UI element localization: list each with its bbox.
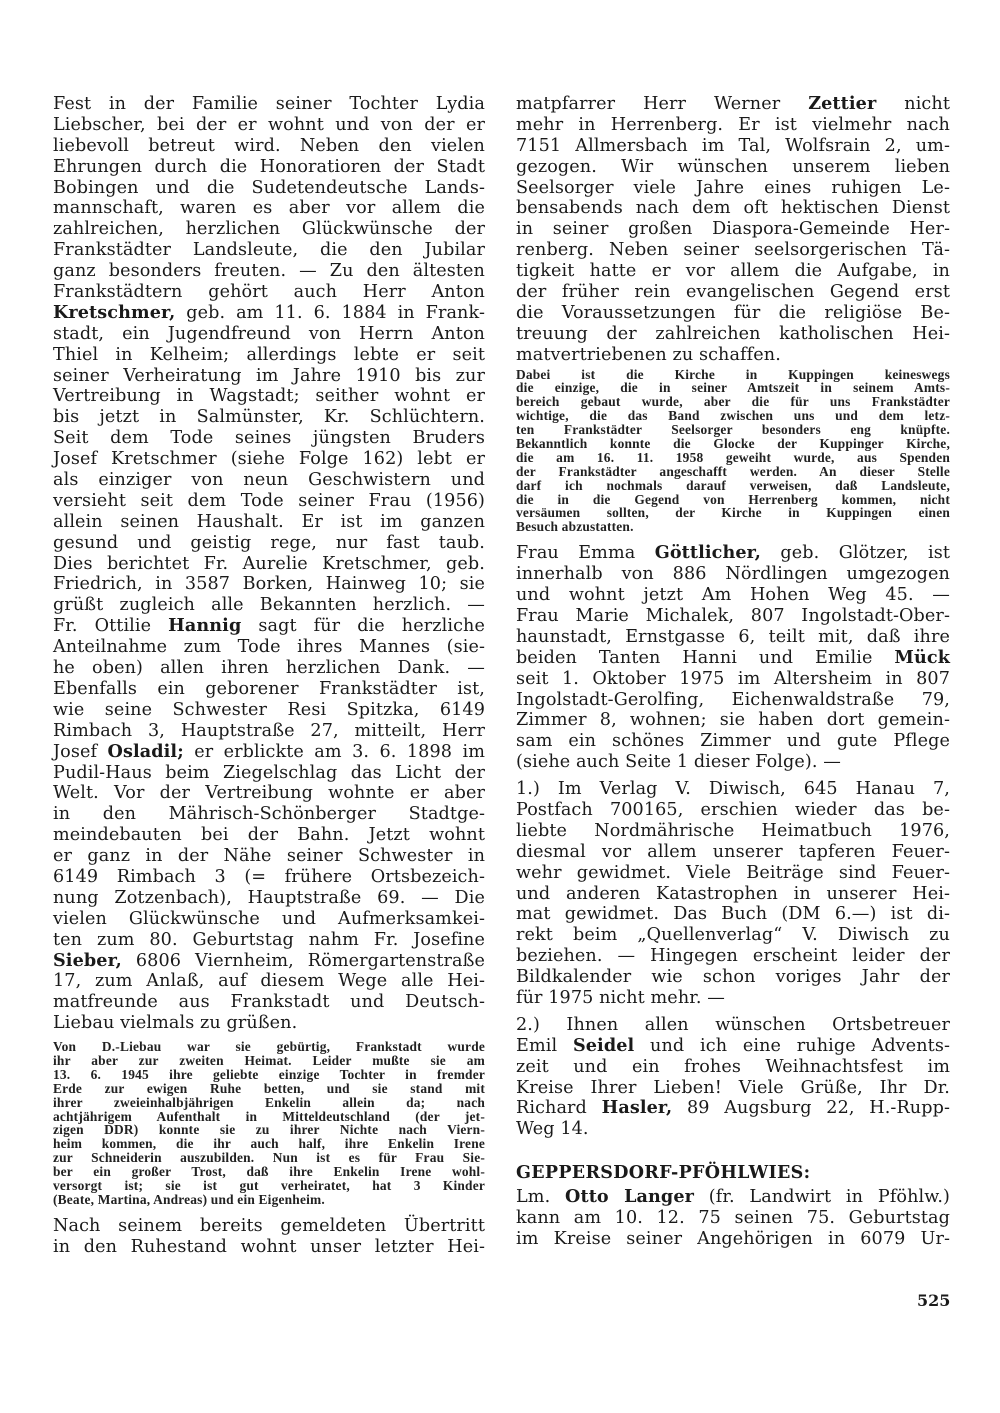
text-line: versieht seit dem Tode seiner Frau (1956) [53, 490, 485, 511]
name-hasler: Hasler, [601, 1097, 673, 1119]
text-line: Frankstädter Landsleute, die den Jubilar [53, 240, 485, 261]
text-line: innerhalb von 886 Nördlingen umgezogen [516, 564, 950, 585]
text-line: sam ein schönes Zimmer und gute Pflege [516, 731, 950, 752]
text-fragment: Josef [53, 741, 108, 762]
text-line: Seelsorger viele Jahre eines ruhigen Le- [516, 177, 950, 198]
text-line: Friedrich, in 3587 Borken, Hainweg 10; sie [53, 574, 485, 595]
note-line: Erde zur ewigen Ruhe betten, und sie stand mit [53, 1080, 485, 1096]
text-line: 6149 Rimbach 3 (= frühere Ortsbezeich- [53, 866, 485, 887]
text-line: Seit dem Tode seines jüngsten Bruders [53, 428, 485, 449]
text-line: wie seine Schwester Resi Spitzka, 6149 [53, 699, 485, 720]
note-kuppingen [516, 368, 950, 535]
text-line-hannig [53, 616, 485, 637]
text-line: grüßt zugleich alle Bekannten herzlich. — [53, 595, 485, 616]
note-line: Dabei ist die Kirche in Kuppingen keineswegs [516, 366, 950, 382]
text-line: 7151 Allmersbach im Tal, Wolfsrain 2, um- [516, 135, 950, 156]
text-line: kann am 10. 12. 75 seinen 75. Geburtstag [516, 1208, 950, 1229]
text-line-seidel [516, 1036, 950, 1057]
text-line: 2.) Ihnen allen wünschen Ortsbetreuer [516, 1014, 950, 1035]
text-line: Weg 14. [516, 1119, 589, 1140]
text-fragment: (fr. Landwirt in Pföhlw.) [694, 1187, 951, 1208]
text-line: matvertriebenen zu schaffen. [516, 344, 781, 365]
name-sieber: Sieber, [53, 949, 122, 971]
note-line: darf ich nochmals darauf verweisen, daß Landsleute, [516, 477, 950, 493]
text-line: zahlreichen, herzlichen Glückwünsche der [53, 219, 485, 240]
text-fragment: Frau Emma [516, 543, 655, 564]
note-line: heim kommen, die ihr auch half, ihre Enkelin Irene [53, 1136, 485, 1152]
text-line: 17, zum Anlaß, auf diesem Wege alle Hei- [53, 971, 485, 992]
note-line: ten Frankstädter Seelsorger besonders eng knüpfte. [516, 422, 950, 438]
name-mueck: Mück [894, 646, 950, 668]
note-line: Bekanntlich konnte die Glocke der Kuppinger Kirche, [516, 436, 950, 452]
text-line: Fest in der Familie seiner Tochter Lydia [53, 94, 485, 114]
text-line: 1.) Im Verlag V. Diwisch, 645 Hanau 7, [516, 779, 950, 800]
note-line: die einzige, die in seiner Amtszeit in seinem Amts- [516, 380, 950, 396]
text-line: liebte Nordmährische Heimatbuch 1976, [516, 820, 950, 841]
paragraph-langer [516, 1187, 950, 1250]
text-line: Bildkalender wie schon voriges Jahr der [516, 967, 950, 988]
text-fragment: 89 Augsburg 22, H.-Rupp- [672, 1098, 950, 1119]
note-line: zigen DDR) konnte sie zu ihrer Nichte nach Viern- [53, 1122, 485, 1138]
right-column [516, 94, 950, 1250]
text-line: Zimmer 8, wohnen; sie haben dort gemein- [516, 710, 950, 731]
text-line: (siehe auch Seite 1 dieser Folge). — [516, 752, 841, 773]
note-line: 13. 6. 1945 ihre geliebte einzige Tochter in fremder [53, 1066, 485, 1082]
text-line: gesund und geistig rege, nur fast taub. [53, 532, 485, 553]
text-line: Josef Kretschmer (siehe Folge 162) lebt er [53, 449, 485, 470]
text-line: Thiel in Kelheim; allerdings lebte er seit [53, 344, 485, 365]
note-sieber [53, 1040, 485, 1207]
text-line: Vertreibung in Wagstadt; seither wohnt er [53, 386, 485, 407]
text-fragment: er erblickte am 3. 6. 1898 im [183, 741, 485, 762]
note-line: zur Schneiderin auszubilden. Nun ist es für Frau Sie- [53, 1150, 485, 1166]
note-line: (Beate, Martina, Andreas) und ein Eigenheim. [53, 1191, 325, 1207]
text-line: Ebenfalls ein geborener Frankstädter ist, [53, 678, 485, 699]
text-line: matfreunde aus Frankstadt und Deutsch- [53, 992, 485, 1013]
text-line-mueck [516, 648, 950, 669]
text-line: meindebauten bei der Bahn. Jetzt wohnt [53, 825, 485, 846]
text-line: als einziger von neun Geschwistern und [53, 470, 485, 491]
text-line: im Kreise seiner Angehörigen in 6079 Ur- [516, 1228, 950, 1249]
paragraph-goettlicher [516, 543, 950, 773]
paragraph-zettier [516, 94, 950, 366]
text-fragment: beiden Tanten Hanni und Emilie [516, 647, 895, 668]
text-line-zettier [516, 94, 950, 115]
text-line: Anteilnahme zum Tode ihres Mannes (sie- [53, 637, 485, 658]
text-line-goettlicher [516, 543, 950, 564]
name-goettlicher: Göttlicher, [654, 542, 761, 564]
spacer [53, 1207, 485, 1216]
name-kretschmer: Kretschmer, [53, 301, 176, 323]
note-line: ihrer zweieinhalbjährigen Enkelin allein da; nach [53, 1094, 485, 1110]
note-line: bereich gebaut wurde, aber die für uns Frankstädter [516, 394, 950, 410]
text-line: Liebscher, bei der er wohnt und von der er [53, 114, 485, 135]
name-langer: Otto Langer [565, 1186, 695, 1208]
text-line: Pudil-Haus beim Ziegelschlag das Licht der [53, 762, 485, 783]
note-line: versäumen sollten, der Kirche in Kuppingen einen [516, 505, 950, 521]
text-line: Dies berichtet Fr. Aurelie Kretschmer, geb. [53, 553, 485, 574]
text-line: Liebau vielmals zu grüßen. [53, 1013, 298, 1034]
text-line: bensabends nach dem oft hektischen Dienst [516, 198, 950, 219]
text-line: stadt, ein Jugendfreund von Herrn Anton [53, 323, 485, 344]
text-fragment: 6806 Viernheim, Römergartenstraße [121, 950, 485, 971]
item-2-greetings [516, 1015, 950, 1140]
text-line: Ehrungen durch die Honoratioren der Stadt [53, 156, 485, 177]
text-fragment: sagt für die herzliche [241, 616, 485, 637]
text-line: beziehen. — Hingegen erscheint leider der [516, 946, 950, 967]
text-line: und wohnt jetzt Am Hohen Weg 45. — [516, 585, 950, 606]
text-line: Bobingen und die Sudetendeutsche Lands- [53, 177, 485, 198]
text-fragment: Lm. [516, 1187, 566, 1208]
text-line: Welt. Vor der Vertreibung wohnte er aber [53, 783, 485, 804]
text-line: der früher rein evangelischen Gegend erst [516, 282, 950, 303]
text-line: wehr gewidmet. Viele Beiträge sind Feuer- [516, 862, 950, 883]
name-osladil: Osladil; [107, 740, 184, 762]
text-line: treuung der zahlreichen katholischen Hei- [516, 323, 950, 344]
note-line: achtjährigem Aufenthalt in Mitteldeutschland (der jet- [53, 1108, 485, 1124]
name-seidel: Seidel [572, 1034, 635, 1056]
text-line-langer [516, 1187, 950, 1208]
paragraph-lydia-liebscher [53, 94, 485, 1034]
text-line: haunstadt, Ernstgasse 6, teilt mit, daß ihre [516, 626, 950, 647]
text-line: mannschaft, waren es aber vor allem die [53, 198, 485, 219]
text-line: in den Mährisch-Schönberger Stadtge- [53, 804, 485, 825]
spacer [516, 1140, 950, 1162]
text-line: und anderen Katastrophen in unserer Hei- [516, 883, 950, 904]
text-fragment: Fr. Ottilie [53, 616, 169, 637]
note-line: die in die Gegend von Herrenberg kommen, nicht [516, 491, 950, 507]
text-line: rekt beim „Quellenverlag“ V. Diwisch zu [516, 925, 950, 946]
text-line: mat gewidmet. Das Buch (DM 6.—) ist di- [516, 904, 950, 925]
text-fragment: geb. Glötzer, ist [761, 543, 950, 564]
text-fragment: Richard [516, 1098, 602, 1119]
paragraph-ruhestand [53, 1216, 485, 1258]
left-column [53, 94, 485, 1258]
name-hannig: Hannig [168, 615, 242, 637]
text-fragment: und ich eine ruhige Advents- [634, 1035, 951, 1056]
text-line: seiner Verheiratung im Jahre 1910 bis zur [53, 365, 485, 386]
text-line: mehr in Herrenberg. Er ist vielmehr nach [516, 114, 950, 135]
note-line: ber ein großer Trost, daß ihre Enkelin Irene wohl- [53, 1164, 485, 1180]
note-line: Von D.-Liebau war sie gebürtig, Frankstadt wurde [53, 1039, 485, 1055]
text-line: Ingolstadt-Gerolfing, Eichenwaldstraße 79, [516, 689, 950, 710]
text-line: ten zum 80. Geburtstag nahm Fr. Josefine [53, 929, 485, 950]
note-line: der Frankstädter angeschafft werden. An dieser Stelle [516, 463, 950, 479]
note-line: die am 16. 11. 1958 geweiht wurde, aus Spenden [516, 449, 950, 465]
text-line: zeit und ein frohes Weihnachtsfest im [516, 1056, 950, 1077]
text-line: gezogen. Wir wünschen unserem lieben [516, 156, 950, 177]
text-line: Frau Marie Michalek, 807 Ingolstadt-Ober- [516, 605, 950, 626]
text-line-sieber [53, 951, 485, 972]
text-line: liebevoll betreut wird. Neben den vielen [53, 135, 485, 156]
name-zettier: Zettier [808, 93, 877, 114]
text-line: Rimbach 3, Hauptstraße 27, mitteilt, Herr [53, 720, 485, 741]
text-line: er ganz in der Nähe seiner Schwester in [53, 846, 485, 867]
text-line: renberg. Neben seiner seelsorgerischen Tä- [516, 240, 950, 261]
text-fragment: Emil [516, 1035, 573, 1056]
section-heading-geppersdorf: GEPPERSDORF-PFÖHLWIES: [516, 1163, 811, 1184]
text-line: die Voraussetzungen für die religiöse Be- [516, 302, 950, 323]
text-line: he oben) allen ihren herzlichen Dank. — [53, 658, 485, 679]
text-line: tigkeit hatte er vor allem die Aufgabe, in [516, 261, 950, 282]
text-line-hasler [516, 1098, 950, 1119]
item-1-heimatbuch [516, 779, 950, 1009]
note-line: Besuch abzustatten. [516, 519, 634, 535]
text-line: in seiner großen Diaspora-Gemeinde Her- [516, 219, 950, 240]
text-line: bis jetzt in Salmünster, Kr. Schlüchtern. [53, 407, 485, 428]
text-line: diesmal vor allem unserer tapferen Feuer- [516, 841, 950, 862]
text-line: seit 1. Oktober 1975 im Altersheim in 807 [516, 668, 950, 689]
page-number: 525 [917, 1291, 951, 1310]
text-fragment: nicht [876, 94, 950, 114]
text-line: nung Zotzenbach), Hauptstraße 69. — Die [53, 887, 485, 908]
text-line: Kreise Ihrer Lieben! Viele Grüße, Ihr Dr. [516, 1077, 950, 1098]
text-line: Nach seinem bereits gemeldeten Übertritt [53, 1215, 485, 1236]
text-line-kretschmer [53, 303, 485, 324]
text-line: vielen Glückwünsche und Aufmerksamkei- [53, 908, 485, 929]
note-line: wichtige, die das Band zwischen uns und dem letz- [516, 408, 950, 424]
text-line: ganz besonders freuten. — Zu den ältesten [53, 261, 485, 282]
text-line-osladil [53, 742, 485, 763]
text-fragment: geb. am 11. 6. 1884 in Frank- [175, 302, 485, 323]
text-line: für 1975 nicht mehr. — [516, 987, 725, 1008]
text-line: Frankstädtern gehört auch Herr Anton [53, 282, 485, 303]
text-fragment: matpfarrer Herr Werner [516, 94, 809, 114]
text-line: allein seinen Haushalt. Er ist im ganzen [53, 511, 485, 532]
text-line: in den Ruhestand wohnt unser letzter Hei- [53, 1236, 485, 1257]
note-line: versorgt ist; sie ist gut verheiratet, hat 3 Kinder [53, 1177, 485, 1193]
text-line: Postfach 700165, erschien wieder das be- [516, 799, 950, 820]
note-line: ihr aber zur zweiten Heimat. Leider mußte sie am [53, 1052, 485, 1068]
